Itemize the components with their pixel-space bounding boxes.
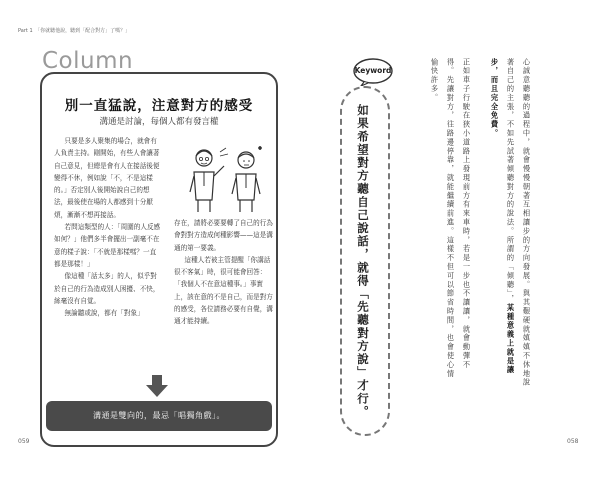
body-column: 步，而且完全免費。 xyxy=(490,58,500,139)
emphasis-text: 某種意義上就是讓 xyxy=(506,303,516,375)
paragraph: 像這種「話太多」的人，似乎對於自己的行為造成別人困擾、不快，絲毫沒有自覚。 xyxy=(54,272,160,305)
left-text-column xyxy=(54,135,162,319)
body-column: 得。先讓對方，往路邊停靠，就能繼續前進。這樣不但可以節省時間，也會使心情 xyxy=(446,58,456,379)
right-text-column xyxy=(174,217,274,328)
body-column: 心誠意聽聽的過程中，就會慢慢朝著互相讓步的方向發展。與其艱硬就嫃嫃不休地說 xyxy=(522,58,532,388)
paragraph: 只要是多人聚集的場合，就會有人負責主持。剛開始，有些人會讓著自己意見，但總是會有人在接話後便變得不休，例如說「不，不是這樣的。」否定別人後開始說自己的想法，最後使在場的人都感到十分厭煩，漸漸不想再接話。 xyxy=(54,137,160,219)
paragraph: 這種人若被主管提醒「你講話很不客氣」時，很可能會回答：「我個人不在意這種事。」事實上，該在意的不是自己，而是對方的感受，各位請務必要有自覺，溝通才能持續。 xyxy=(174,255,273,326)
body-column: 愉快許多。 xyxy=(430,58,440,103)
summary-banner: 溝通是雙向的，最忌「唱獨角戲」。 xyxy=(46,401,272,431)
column-heading: Column xyxy=(42,48,134,74)
body-column: 正如車子行駛在狹小道路上發現前方有來車時，若是一步也不讓讓，就會動彈不 xyxy=(462,58,472,370)
paragraph: 若問這類型的人：「周圍的人反感如何？」他們多半會擺出一副毫不在意的樣子說：「不就是那樣嗎？一直都是那樣！」 xyxy=(54,223,161,268)
page-number-left: 059 xyxy=(18,438,30,445)
page-number-right: 058 xyxy=(567,438,579,445)
paragraph: 無論聽或說，都有「對象」 xyxy=(64,309,144,318)
paragraph: 存在，請將必要要轉了自己的行為會對對方造成何種影響——這是溝通的第一要義。 xyxy=(174,219,273,252)
column-subtitle: 溝通是討論，每個人都有發言權 xyxy=(99,117,219,127)
keyword-badge-label: Keyword xyxy=(354,66,392,75)
body-column xyxy=(503,58,519,375)
column-title: 別一直猛說，注意對方的感受 xyxy=(64,98,254,114)
figure-pair-illustration xyxy=(174,142,270,214)
running-head: Part 1 「你就聽他說，聽到「配合對方」了嗎？」 xyxy=(18,28,131,34)
keyword-text: 如果希望對方聽自己說話，就得「先聽對方說」才行。 xyxy=(356,104,370,419)
body-text: 著自己的主張，不如先試著傾聽對方的說法。所謂的「傾聽」， xyxy=(506,58,516,304)
column-box xyxy=(40,72,278,447)
down-arrow-icon xyxy=(146,375,168,397)
